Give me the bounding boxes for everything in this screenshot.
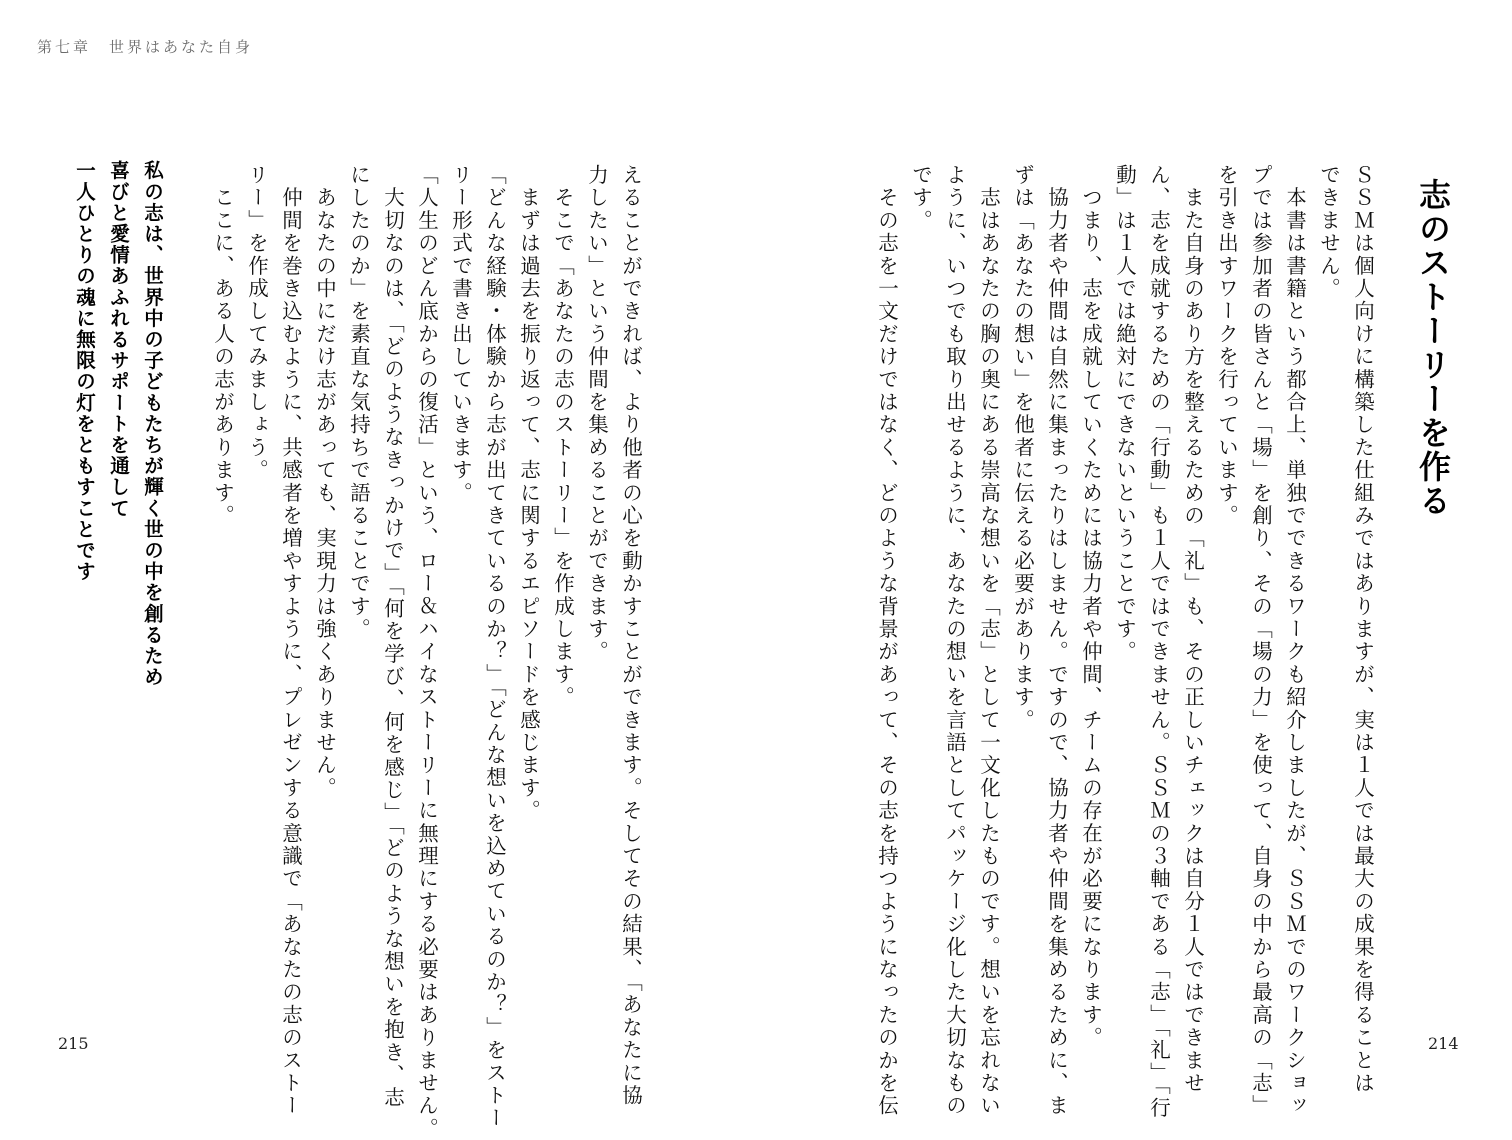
page-number-left: 215	[58, 1034, 89, 1053]
body-line: ように、いつでも取り出せるように、あなたの想いを言語としてパッケージ化した大切なもの	[942, 164, 967, 1118]
page-number-right: 214	[1428, 1034, 1459, 1053]
body-line: プでは参加者の皆さんと「場」を創り、その「場の力」を使って、自身の中から最高の「志」	[1248, 164, 1273, 1118]
body-line: 「どんな経験・体験から志が出てきているのか？」「どんな想いを込めているのか？」をストー	[482, 164, 507, 1130]
body-line: つまり、志を成就していくためには協力者や仲間、チームの存在が必要になります。	[1078, 164, 1103, 1050]
body-line: 力したい」という仲間を集めることができます。	[584, 164, 609, 664]
body-line: 仲間を巻き込むように、共感者を増やすように、プレゼンする意識で「あなたの志のストー	[278, 164, 303, 1118]
example-aspiration-line: 一人ひとりの魂に無限の灯をともすことです	[73, 160, 96, 582]
body-line: 本書は書籍という都合上、単独でできるワークも紹介しましたが、ＳＳＭでのワークショッ	[1282, 164, 1307, 1118]
example-aspiration-line: 喜びと愛情あふれるサポートを通して	[107, 160, 130, 519]
body-line: ここに、ある人の志があります。	[210, 164, 235, 528]
body-line: 大切なのは、「どのようなきっかけで」「何を学び、何を感じ」「どのような想いを抱き、志	[380, 164, 405, 1110]
body-line: その志を一文だけではなく、どのような背景があって、その志を持つようになったのかを伝	[874, 164, 899, 1118]
body-line: リー」を作成してみましょう。	[244, 164, 269, 482]
body-line: 協力者や仲間は自然に集まったりはしません。ですので、協力者や仲間を集めるために、ま	[1044, 164, 1069, 1118]
example-aspiration-line: 私の志は、世界中の子どもたちが輝く世の中を創るため	[141, 160, 164, 688]
body-line: 動」は１人では絶対にできないということです。	[1112, 164, 1137, 664]
body-line: 「人生のどん底からの復活」という、ロー＆ハイなストーリーに無理にする必要はありません。	[414, 164, 439, 1140]
body-line: です。	[908, 164, 933, 233]
body-line: えることができれば、より他者の心を動かすことができます。そしてその結果、「あなたに協	[618, 164, 643, 1108]
body-line: まずは過去を振り返って、志に関するエピソードを感じます。	[516, 164, 541, 823]
body-line: ＳＳＭは個人向けに構築した仕組みではありますが、実は１人では最大の成果を得ることは	[1350, 164, 1375, 1095]
body-line: リー形式で書き出していきます。	[448, 164, 473, 505]
body-line: できません。	[1316, 164, 1341, 301]
body-line: そこで「あなたの志のストーリー」を作成します。	[550, 164, 575, 709]
body-line: にしたのか」を素直な気持ちで語ることです。	[346, 164, 371, 641]
body-line: ん、志を成就するための「行動」も１人ではできません。ＳＳＭの３軸である「志」「礼」「行	[1146, 164, 1171, 1120]
chapter-title: 志のストーリーを作る	[1414, 178, 1452, 518]
running-header: 第七章 世界はあなた自身	[37, 38, 254, 56]
body-line: また自身のあり方を整えるための「礼」も、その正しいチェックは自分１人ではできませ	[1180, 164, 1205, 1095]
body-line: を引き出すワークを行っています。	[1214, 164, 1239, 528]
body-line: ずは「あなたの想い」を他者に伝える必要があります。	[1010, 164, 1035, 732]
body-line: あなたの中にだけ志があっても、実現力は強くありません。	[312, 164, 337, 800]
body-line: 志はあなたの胸の奥にある崇高な想いを「志」として一文化したものです。想いを忘れない	[976, 164, 1001, 1118]
